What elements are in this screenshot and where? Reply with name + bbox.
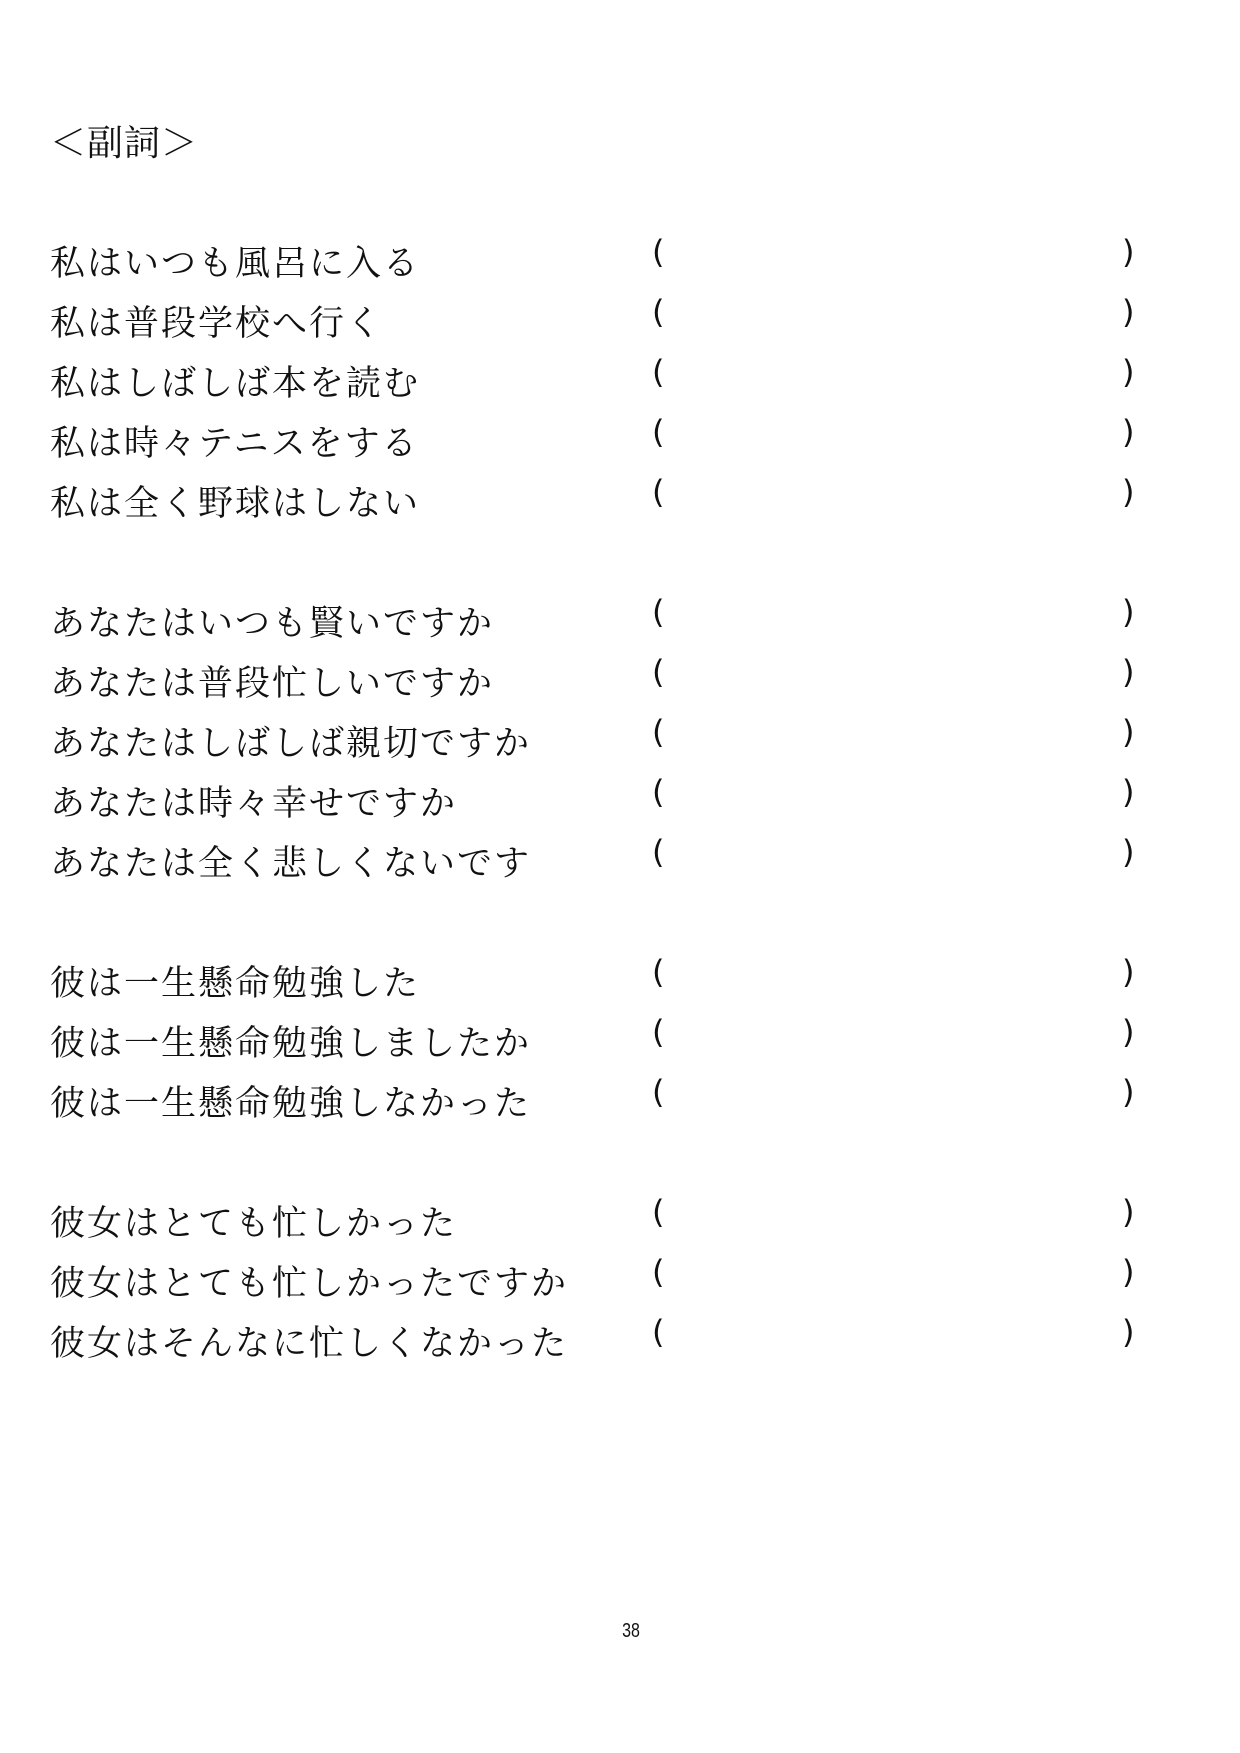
answer-paren-open: ( [652, 353, 665, 391]
sentence-text: 彼は一生懸命勉強しなかった [50, 1084, 532, 1124]
exercise-row [50, 773, 1150, 840]
sentence-text: あなたはしばしば親切ですか [50, 724, 532, 764]
answer-paren-open: ( [652, 1073, 665, 1111]
answer-paren-close: ) [1122, 353, 1135, 391]
sentence-text: 私はいつも風呂に入る [50, 244, 421, 284]
answer-paren-close: ) [1122, 1193, 1135, 1231]
sentence-text: 私は全く野球はしない [50, 484, 421, 524]
sentence-groups [50, 233, 1150, 1440]
sentence-text: 彼女はとても忙しかった [50, 1204, 458, 1244]
exercise-row [50, 1193, 1150, 1260]
answer-paren-open: ( [652, 473, 665, 511]
exercise-row [50, 1313, 1150, 1380]
answer-paren-open: ( [652, 1253, 665, 1291]
answer-paren-close: ) [1122, 953, 1135, 991]
answer-paren-close: ) [1122, 1073, 1135, 1111]
sentence-text: 私は普段学校へ行く [50, 304, 384, 344]
sentence-text: 彼女はとても忙しかったですか [50, 1264, 569, 1304]
sentence-text: 彼女はそんなに忙しくなかった [50, 1324, 569, 1364]
sentence-text: 彼は一生懸命勉強した [50, 964, 421, 1004]
sentence-text: あなたは全く悲しくないです [50, 844, 532, 884]
section-heading: ＜副詞＞ [50, 123, 199, 164]
exercise-row [50, 353, 1150, 420]
answer-paren-open: ( [652, 1193, 665, 1231]
page-number: 38 [622, 1620, 640, 1642]
answer-paren-close: ) [1122, 773, 1135, 811]
answer-paren-close: ) [1122, 833, 1135, 871]
answer-paren-close: ) [1122, 1253, 1135, 1291]
answer-paren-open: ( [652, 833, 665, 871]
answer-paren-open: ( [652, 953, 665, 991]
exercise-row [50, 1073, 1150, 1140]
answer-paren-open: ( [652, 233, 665, 271]
exercise-row [50, 833, 1150, 900]
sentence-group-1 [50, 233, 1150, 540]
answer-paren-close: ) [1122, 713, 1135, 751]
exercise-row [50, 653, 1150, 720]
exercise-row [50, 1253, 1150, 1320]
sentence-group-2 [50, 593, 1150, 900]
answer-paren-open: ( [652, 293, 665, 331]
answer-paren-close: ) [1122, 653, 1135, 691]
answer-paren-close: ) [1122, 1313, 1135, 1351]
exercise-row [50, 1013, 1150, 1080]
exercise-row [50, 473, 1150, 540]
sentence-group-3 [50, 953, 1150, 1140]
answer-paren-open: ( [652, 1013, 665, 1051]
answer-paren-close: ) [1122, 473, 1135, 511]
answer-paren-close: ) [1122, 593, 1135, 631]
answer-paren-close: ) [1122, 413, 1135, 451]
exercise-row [50, 293, 1150, 360]
exercise-row [50, 713, 1150, 780]
sentence-text: 彼は一生懸命勉強しましたか [50, 1024, 532, 1064]
answer-paren-close: ) [1122, 1013, 1135, 1051]
answer-paren-open: ( [652, 413, 665, 451]
answer-paren-open: ( [652, 1313, 665, 1351]
sentence-text: あなたはいつも賢いですか [50, 604, 495, 644]
answer-paren-open: ( [652, 593, 665, 631]
sentence-text: 私はしばしば本を読む [50, 364, 421, 404]
answer-paren-open: ( [652, 653, 665, 691]
sentence-text: あなたは時々幸せですか [50, 784, 458, 824]
exercise-row [50, 593, 1150, 660]
answer-paren-close: ) [1122, 293, 1135, 331]
sentence-text: あなたは普段忙しいですか [50, 664, 495, 704]
answer-paren-open: ( [652, 773, 665, 811]
answer-paren-close: ) [1122, 233, 1135, 271]
sentence-group-4 [50, 1193, 1150, 1380]
exercise-row [50, 413, 1150, 480]
answer-paren-open: ( [652, 713, 665, 751]
exercise-row [50, 953, 1150, 1020]
sentence-text: 私は時々テニスをする [50, 424, 419, 464]
exercise-row [50, 233, 1150, 300]
